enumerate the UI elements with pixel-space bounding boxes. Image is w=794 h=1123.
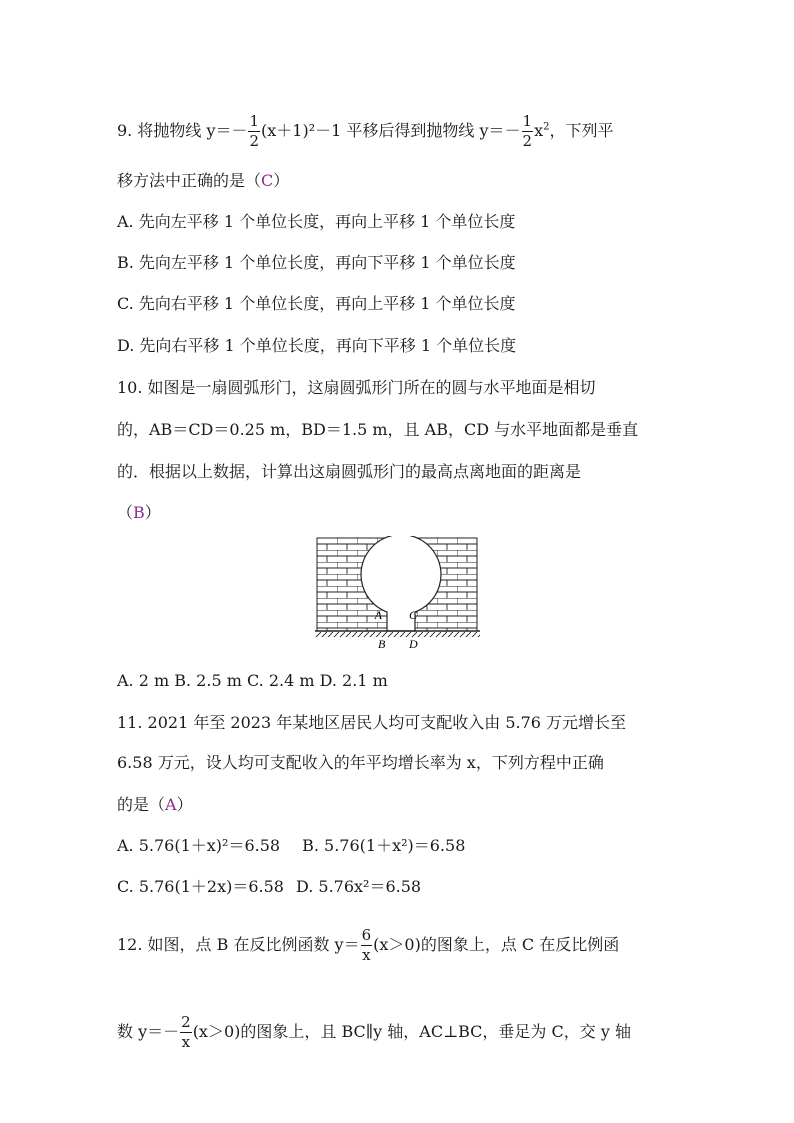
q9-option-c: C. 先向右平移 1 个单位长度，再向上平移 1 个单位长度: [117, 294, 516, 313]
q9-line-1: [117, 114, 614, 149]
q9-fraction-1: [248, 114, 260, 149]
q9-close: ）: [273, 171, 290, 190]
q12-line-1: [117, 928, 619, 963]
q9-fraction-1-denominator: 2: [249, 132, 260, 150]
q10-line-2: 的，AB＝CD＝0.25 m，BD＝1.5 m，且 AB，CD 与水平地面都是垂直: [117, 420, 639, 439]
q9-answer: C: [261, 171, 274, 190]
q10-open: （: [117, 503, 134, 522]
label-a: A: [374, 608, 382, 622]
q11-options-row-1: [117, 836, 465, 856]
q10-answer: B: [133, 503, 145, 522]
label-c: C: [409, 608, 418, 622]
q12-fraction-1-numerator: 6: [361, 926, 372, 944]
label-d: D: [409, 637, 418, 651]
q9-fraction-2-numerator: 1: [522, 112, 533, 130]
arch-door-figure: [315, 536, 480, 654]
q11-option-c: C. 5.76(1＋2x)＝6.58: [117, 877, 284, 896]
q11-close: ）: [176, 795, 193, 814]
q11-line-1: 11. 2021 年至 2023 年某地区居民人均可支配收入由 5.76 万元增长至: [117, 713, 627, 732]
q10-line-4: [117, 503, 161, 523]
q11-option-a: A. 5.76(1＋x)²＝6.58: [117, 836, 281, 855]
q11-options-row-2: [117, 877, 421, 897]
q9-line-2: [117, 171, 289, 191]
q9-text-pre: 9. 将抛物线 y＝－: [117, 121, 248, 140]
q9-option-d: D. 先向右平移 1 个单位长度，再向下平移 1 个单位长度: [117, 336, 517, 355]
q12-line-2: [117, 1015, 631, 1050]
q10-close: ）: [144, 503, 161, 522]
q11-option-b: B. 5.76(1＋x²)＝6.58: [302, 836, 466, 855]
q10-line-1: 10. 如图是一扇圆弧形门，这扇圆弧形门所在的圆与水平地面是相切: [117, 378, 596, 397]
q12-fraction-1-denominator: x: [362, 946, 371, 964]
q11-line-2: 6.58 万元，设人均可支配收入的年平均增长率为 x，下列方程中正确: [117, 753, 604, 772]
q9-option-b: B. 先向左平移 1 个单位长度，再向下平移 1 个单位长度: [117, 253, 516, 272]
q12-fraction-1: [361, 928, 373, 963]
q12-fraction-2: [180, 1015, 192, 1050]
q9-fraction-1-numerator: 1: [249, 112, 260, 130]
q12-fraction-2-numerator: 2: [181, 1013, 191, 1031]
q9-x: x: [534, 121, 544, 140]
q10-options: A. 2 m B. 2.5 m C. 2.4 m D. 2.1 m: [117, 671, 388, 690]
q9-prompt: 移方法中正确的是（: [117, 171, 262, 190]
q12-text-pre-2: 数 y＝－: [117, 1022, 180, 1041]
q12-fraction-2-denominator: x: [181, 1033, 191, 1051]
q9-fraction-2-denominator: 2: [522, 132, 533, 150]
q10-line-3: 的．根据以上数据，计算出这扇圆弧形门的最高点离地面的距离是: [117, 462, 582, 481]
q9-fraction-2: [522, 114, 534, 149]
q11-option-d: D. 5.76x²＝6.58: [295, 877, 422, 896]
q9-text-post: ，下列平: [549, 121, 614, 140]
q9-exponent: 2: [543, 121, 550, 133]
q12-text-post: (x＞0)的图象上，点 C 在反比例函: [373, 935, 620, 954]
q11-answer: A: [165, 795, 177, 814]
q9-text-mid: (x＋1)²－1 平移后得到抛物线 y＝－: [261, 121, 521, 140]
q9-option-a: A. 先向左平移 1 个单位长度，再向上平移 1 个单位长度: [117, 212, 516, 231]
q12-text-post-2: (x＞0)的图象上，且 BC∥y 轴，AC⊥BC，垂足为 C，交 y 轴: [192, 1022, 631, 1041]
q11-prompt: 的是（: [117, 795, 166, 814]
label-b: B: [378, 637, 386, 651]
q12-text-pre: 12. 如图，点 B 在反比例函数 y＝: [117, 935, 360, 954]
q11-line-3: [117, 795, 193, 815]
ground-hatching: [315, 632, 480, 637]
